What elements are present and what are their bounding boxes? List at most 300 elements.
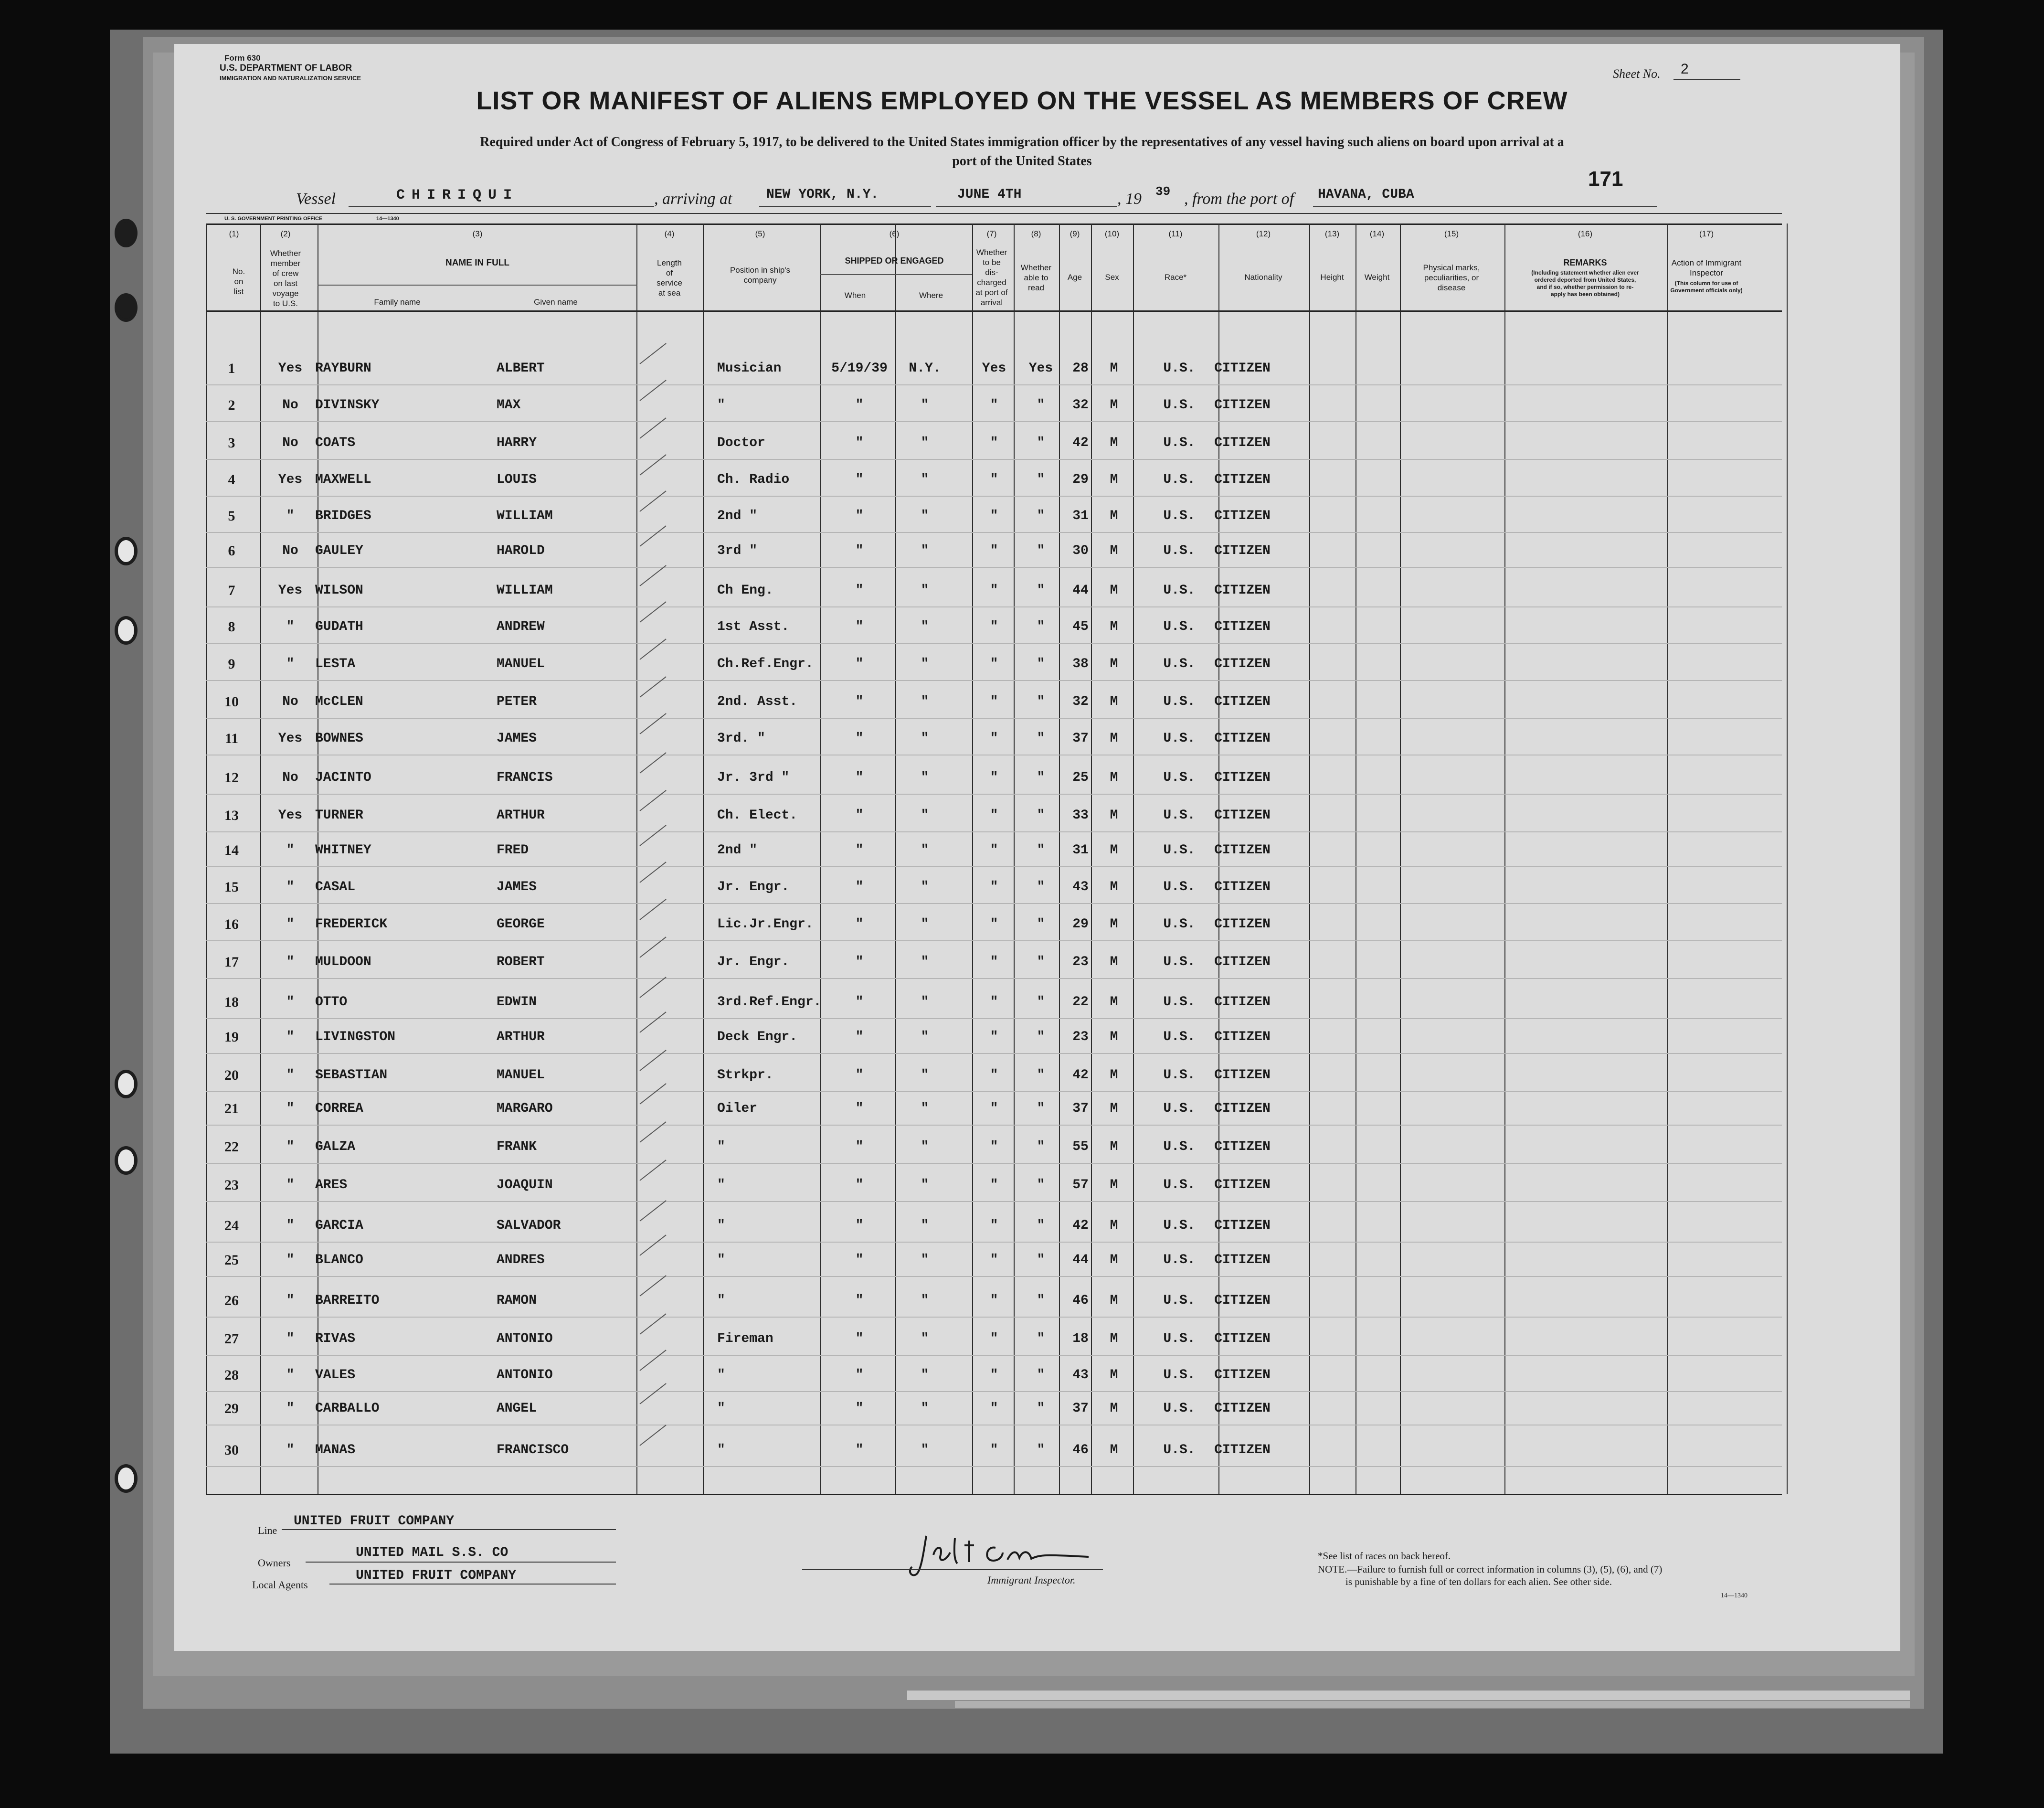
- given-name: ROBERT: [497, 955, 545, 969]
- row-rule: [206, 1125, 1782, 1126]
- race: U.S.: [1163, 398, 1196, 413]
- sex: M: [1110, 543, 1118, 558]
- age: 29: [1072, 917, 1089, 932]
- able-to-read: ": [1037, 1068, 1045, 1083]
- nationality: CITIZEN: [1214, 472, 1271, 487]
- column-number: (13): [1324, 229, 1340, 238]
- shipped-where: ": [921, 955, 929, 969]
- shipped-when: ": [855, 1443, 864, 1457]
- nationality: CITIZEN: [1214, 398, 1271, 413]
- column-header-no: No. on list: [232, 267, 245, 296]
- column-header-shipped: SHIPPED OR ENGAGED: [845, 256, 944, 266]
- row-number: 16: [224, 916, 239, 932]
- column-number: (12): [1256, 229, 1271, 238]
- row-rule: [206, 1317, 1782, 1318]
- last-voyage: ": [286, 1293, 295, 1308]
- given-name: PETER: [497, 694, 537, 709]
- form-title: LIST OR MANIFEST OF ALIENS EMPLOYED ON THE VESSEL AS MEMBERS OF CREW: [476, 86, 1568, 115]
- to-be-discharged: ": [990, 843, 998, 858]
- shipped-where: ": [921, 436, 929, 450]
- shipped-where: ": [921, 1401, 929, 1416]
- row-rule: [206, 643, 1782, 644]
- shipped-when: ": [855, 1101, 864, 1116]
- column-header-length-service: Length of service at sea: [657, 258, 682, 298]
- nationality: CITIZEN: [1214, 361, 1271, 376]
- nationality: CITIZEN: [1214, 1368, 1271, 1383]
- last-voyage: Yes: [278, 361, 303, 376]
- to-be-discharged: ": [990, 543, 998, 558]
- race: U.S.: [1163, 657, 1196, 671]
- last-voyage: ": [286, 657, 295, 671]
- able-to-read: ": [1037, 1030, 1045, 1044]
- row-number: 7: [228, 583, 235, 598]
- column-number: (1): [229, 229, 239, 238]
- row-rule: [206, 606, 1782, 607]
- able-to-read: ": [1037, 1443, 1045, 1457]
- port-underline: [1313, 206, 1657, 207]
- age: 33: [1072, 808, 1089, 823]
- given-name: FRANK: [497, 1139, 537, 1154]
- shipped-where: ": [921, 1331, 929, 1346]
- races-note: *See list of races on back hereof.: [1318, 1550, 1451, 1562]
- column-header-remarks: REMARKS: [1563, 258, 1607, 267]
- position: Jr. Engr.: [717, 880, 790, 894]
- nationality: CITIZEN: [1214, 1101, 1271, 1116]
- able-to-read: ": [1037, 436, 1045, 450]
- shipped-where: ": [921, 694, 929, 709]
- shipped-when: ": [855, 1331, 864, 1346]
- to-be-discharged: ": [990, 619, 998, 634]
- shipped-where: ": [921, 1253, 929, 1267]
- race: U.S.: [1163, 995, 1196, 1010]
- to-be-discharged: ": [990, 917, 998, 932]
- age: 28: [1072, 361, 1089, 376]
- row-number: 15: [224, 879, 239, 895]
- nationality: CITIZEN: [1214, 1068, 1271, 1083]
- sex: M: [1110, 657, 1118, 671]
- able-to-read: ": [1037, 808, 1045, 823]
- name-subheader-rule: [318, 285, 637, 286]
- race: U.S.: [1163, 436, 1196, 450]
- position: ": [717, 1253, 725, 1267]
- sex: M: [1110, 955, 1118, 969]
- sex: M: [1110, 1068, 1118, 1083]
- able-to-read: ": [1037, 472, 1045, 487]
- family-name: BLANCO: [315, 1253, 363, 1267]
- row-number: 3: [228, 435, 235, 451]
- row-number: 29: [224, 1401, 239, 1416]
- sheet-label: Sheet No.: [1613, 67, 1661, 81]
- shipped-where: ": [921, 1139, 929, 1154]
- last-voyage: ": [286, 619, 295, 634]
- nationality: CITIZEN: [1214, 1443, 1271, 1457]
- age: 37: [1072, 731, 1089, 746]
- age: 43: [1072, 880, 1089, 894]
- nationality: CITIZEN: [1214, 694, 1271, 709]
- subheader-when: When: [844, 291, 866, 300]
- sex: M: [1110, 694, 1118, 709]
- nationality: CITIZEN: [1214, 1293, 1271, 1308]
- column-number: (5): [755, 229, 765, 238]
- position: ": [717, 1178, 725, 1192]
- family-name: COATS: [315, 436, 356, 450]
- to-be-discharged: ": [990, 808, 998, 823]
- nationality: CITIZEN: [1214, 1253, 1271, 1267]
- race: U.S.: [1163, 1101, 1196, 1116]
- to-be-discharged: ": [990, 657, 998, 671]
- position: Ch. Radio: [717, 472, 790, 487]
- shipped-when: ": [855, 880, 864, 894]
- race: U.S.: [1163, 1030, 1196, 1044]
- sex: M: [1110, 770, 1118, 785]
- age: 44: [1072, 1253, 1089, 1267]
- age: 32: [1072, 398, 1089, 413]
- shipped-where: ": [921, 1443, 929, 1457]
- position: ": [717, 1368, 725, 1383]
- row-number: 1: [228, 361, 235, 376]
- last-voyage: Yes: [278, 583, 303, 598]
- punch-hole: [115, 1146, 138, 1175]
- row-rule: [206, 831, 1782, 832]
- shipped-when: ": [855, 436, 864, 450]
- nationality: CITIZEN: [1214, 995, 1271, 1010]
- family-name: WHITNEY: [315, 843, 371, 858]
- form-subtitle-2: port of the United States: [952, 154, 1092, 169]
- nationality: CITIZEN: [1214, 917, 1271, 932]
- to-be-discharged: ": [990, 880, 998, 894]
- position: Deck Engr.: [717, 1030, 798, 1044]
- given-name: HARRY: [497, 436, 537, 450]
- family-name: TURNER: [315, 808, 363, 823]
- given-name: MAX: [497, 398, 521, 413]
- row-number: 23: [224, 1177, 239, 1193]
- sex: M: [1110, 843, 1118, 858]
- sex: M: [1110, 808, 1118, 823]
- given-name: GEORGE: [497, 917, 545, 932]
- row-rule: [206, 1466, 1782, 1467]
- sex: M: [1110, 1331, 1118, 1346]
- to-be-discharged: Yes: [982, 361, 1006, 376]
- row-number: 13: [224, 808, 239, 823]
- last-voyage: ": [286, 1178, 295, 1192]
- row-number: 19: [224, 1029, 239, 1045]
- family-name: DIVINSKY: [315, 398, 380, 413]
- row-rule: [206, 1163, 1782, 1164]
- owners-label: Owners: [258, 1557, 291, 1569]
- given-name: ANGEL: [497, 1401, 537, 1416]
- given-name: ARTHUR: [497, 808, 545, 823]
- given-name: RAMON: [497, 1293, 537, 1308]
- family-name: WILSON: [315, 583, 363, 598]
- sex: M: [1110, 731, 1118, 746]
- to-be-discharged: ": [990, 731, 998, 746]
- shipped-where: N.Y.: [909, 361, 941, 376]
- column-rule: [1504, 223, 1505, 1494]
- shipped-when: 5/19/39: [831, 361, 888, 376]
- position: Musician: [717, 361, 782, 376]
- position: Fireman: [717, 1331, 773, 1346]
- last-voyage: ": [286, 1401, 295, 1416]
- punch-hole: [115, 219, 138, 247]
- row-number: 30: [224, 1442, 239, 1458]
- row-rule: [206, 1091, 1782, 1092]
- race: U.S.: [1163, 731, 1196, 746]
- last-voyage: ": [286, 1101, 295, 1116]
- row-number: 8: [228, 619, 235, 635]
- shipped-where: ": [921, 917, 929, 932]
- given-name: FRANCIS: [497, 770, 553, 785]
- last-voyage: No: [282, 770, 298, 785]
- column-header-position: Position in ship's company: [730, 266, 791, 285]
- column-rule: [1667, 223, 1668, 1494]
- age: 25: [1072, 770, 1089, 785]
- row-number: 6: [228, 543, 235, 559]
- row-number: 25: [224, 1252, 239, 1268]
- sex: M: [1110, 1139, 1118, 1154]
- shipped-where: ": [921, 583, 929, 598]
- column-rule: [703, 223, 704, 1494]
- sex: M: [1110, 361, 1118, 376]
- family-name: RIVAS: [315, 1331, 356, 1346]
- to-be-discharged: ": [990, 1139, 998, 1154]
- sex: M: [1110, 583, 1118, 598]
- shipped-when: ": [855, 1030, 864, 1044]
- able-to-read: ": [1037, 509, 1045, 523]
- family-name: CASAL: [315, 880, 356, 894]
- able-to-read: ": [1037, 1178, 1045, 1192]
- given-name: ANDREW: [497, 619, 545, 634]
- able-to-read: ": [1037, 1218, 1045, 1233]
- inspector-label: Immigrant Inspector.: [987, 1574, 1076, 1586]
- column-number: (15): [1444, 229, 1459, 238]
- family-name: VALES: [315, 1368, 356, 1383]
- row-number: 12: [224, 770, 239, 786]
- age: 57: [1072, 1178, 1089, 1192]
- shipped-where: ": [921, 1293, 929, 1308]
- position: Ch.Ref.Engr.: [717, 657, 814, 671]
- family-name: JACINTO: [315, 770, 371, 785]
- given-name: MARGARO: [497, 1101, 553, 1116]
- to-be-discharged: ": [990, 1331, 998, 1346]
- able-to-read: ": [1037, 619, 1045, 634]
- given-name: LOUIS: [497, 472, 537, 487]
- shipped-where: ": [921, 731, 929, 746]
- family-name: MANAS: [315, 1443, 356, 1457]
- age: 23: [1072, 1030, 1089, 1044]
- family-name: LESTA: [315, 657, 356, 671]
- row-rule: [206, 718, 1782, 719]
- race: U.S.: [1163, 361, 1196, 376]
- form-subtitle-1: Required under Act of Congress of February 5, 1917, to be delivered to the United States immigration officer by the representatives of any vessel having such aliens on board upon arrival at a: [480, 135, 1564, 149]
- to-be-discharged: ": [990, 472, 998, 487]
- last-voyage: ": [286, 1368, 295, 1383]
- shipped-where: ": [921, 543, 929, 558]
- column-rule: [260, 223, 261, 1494]
- able-to-read: ": [1037, 1331, 1045, 1346]
- arrival-year: 39: [1155, 184, 1171, 199]
- row-rule: [206, 978, 1782, 979]
- position: Ch. Elect.: [717, 808, 798, 823]
- column-number: (11): [1168, 229, 1183, 238]
- sex: M: [1110, 472, 1118, 487]
- shipped-when: ": [855, 509, 864, 523]
- age: 44: [1072, 583, 1089, 598]
- last-voyage: No: [282, 398, 298, 413]
- row-number: 14: [224, 842, 239, 858]
- nationality: CITIZEN: [1214, 583, 1271, 598]
- age: 30: [1072, 543, 1089, 558]
- family-name: GALZA: [315, 1139, 356, 1154]
- subheader-family-name: Family name: [374, 298, 421, 307]
- vessel-underline: [349, 206, 654, 207]
- race: U.S.: [1163, 955, 1196, 969]
- sex: M: [1110, 880, 1118, 894]
- to-be-discharged: ": [990, 1101, 998, 1116]
- row-rule: [206, 940, 1782, 941]
- shipped-subheader-rule: [820, 274, 972, 275]
- to-be-discharged: ": [990, 1253, 998, 1267]
- row-rule: [206, 794, 1782, 795]
- position: 3rd ": [717, 543, 758, 558]
- sex: M: [1110, 619, 1118, 634]
- column-header-nationality: Nationality: [1244, 273, 1282, 282]
- column-rule: [1309, 223, 1310, 1494]
- family-name: GUDATH: [315, 619, 363, 634]
- family-name: GAULEY: [315, 543, 363, 558]
- last-voyage: No: [282, 436, 298, 450]
- position: Ch Eng.: [717, 583, 773, 598]
- last-voyage: ": [286, 509, 295, 523]
- sex: M: [1110, 1101, 1118, 1116]
- department: U.S. DEPARTMENT OF LABOR: [220, 63, 352, 73]
- sex: M: [1110, 398, 1118, 413]
- to-be-discharged: ": [990, 1030, 998, 1044]
- position: 1st Asst.: [717, 619, 790, 634]
- last-voyage: ": [286, 995, 295, 1010]
- nationality: CITIZEN: [1214, 843, 1271, 858]
- last-voyage: ": [286, 1068, 295, 1083]
- column-number: (4): [664, 229, 675, 238]
- last-voyage: ": [286, 955, 295, 969]
- shipped-when: ": [855, 808, 864, 823]
- family-name: BARREITO: [315, 1293, 380, 1308]
- to-be-discharged: ": [990, 509, 998, 523]
- row-number: 20: [224, 1067, 239, 1083]
- nationality: CITIZEN: [1214, 1178, 1271, 1192]
- shipped-when: ": [855, 694, 864, 709]
- given-name: MANUEL: [497, 657, 545, 671]
- shipped-where: ": [921, 1068, 929, 1083]
- race: U.S.: [1163, 1068, 1196, 1083]
- row-rule: [206, 1276, 1782, 1277]
- family-name: McCLEN: [315, 694, 363, 709]
- given-name: ARTHUR: [497, 1030, 545, 1044]
- shipped-where: ": [921, 770, 929, 785]
- able-to-read: ": [1037, 1101, 1045, 1116]
- sex: M: [1110, 995, 1118, 1010]
- given-name: ANDRES: [497, 1253, 545, 1267]
- family-name: RAYBURN: [315, 361, 371, 376]
- date-underline: [936, 206, 1117, 207]
- nationality: CITIZEN: [1214, 731, 1271, 746]
- row-number: 24: [224, 1218, 239, 1234]
- row-rule: [206, 903, 1782, 904]
- row-number: 21: [224, 1101, 239, 1117]
- age: 37: [1072, 1401, 1089, 1416]
- line-value: UNITED FRUIT COMPANY: [294, 1514, 455, 1529]
- column-number: (17): [1699, 229, 1714, 238]
- shipped-when: ": [855, 1368, 864, 1383]
- race: U.S.: [1163, 770, 1196, 785]
- position: ": [717, 1443, 725, 1457]
- last-voyage: Yes: [278, 808, 303, 823]
- race: U.S.: [1163, 543, 1196, 558]
- age: 46: [1072, 1293, 1089, 1308]
- column-number: (3): [472, 229, 483, 238]
- row-number: 28: [224, 1367, 239, 1383]
- owners-underline: [306, 1562, 616, 1563]
- to-be-discharged: ": [990, 995, 998, 1010]
- sheet-number: 2: [1681, 61, 1689, 77]
- race: U.S.: [1163, 880, 1196, 894]
- position: 2nd ": [717, 509, 758, 523]
- shipped-when: ": [855, 1401, 864, 1416]
- shipped-where: ": [921, 843, 929, 858]
- position: ": [717, 1401, 725, 1416]
- last-voyage: Yes: [278, 472, 303, 487]
- shipped-when: ": [855, 398, 864, 413]
- age: 18: [1072, 1331, 1089, 1346]
- race: U.S.: [1163, 694, 1196, 709]
- able-to-read: ": [1037, 770, 1045, 785]
- table-header-rule: [206, 310, 1782, 312]
- age: 55: [1072, 1139, 1089, 1154]
- sex: M: [1110, 509, 1118, 523]
- last-voyage: ": [286, 1139, 295, 1154]
- shipped-where: ": [921, 1178, 929, 1192]
- shipped-when: ": [855, 472, 864, 487]
- given-name: FRED: [497, 843, 529, 858]
- position: ": [717, 398, 725, 413]
- nationality: CITIZEN: [1214, 808, 1271, 823]
- race: U.S.: [1163, 472, 1196, 487]
- race: U.S.: [1163, 583, 1196, 598]
- column-header-last-voyage: Whether member of crew on last voyage to U.S.: [270, 249, 301, 308]
- age: 29: [1072, 472, 1089, 487]
- row-rule: [206, 567, 1782, 568]
- to-be-discharged: ": [990, 1178, 998, 1192]
- row-number: 11: [224, 731, 239, 746]
- sex: M: [1110, 1218, 1118, 1233]
- row-number: 17: [224, 954, 239, 970]
- position: ": [717, 1293, 725, 1308]
- form-number: Form 630: [224, 53, 261, 63]
- row-rule: [206, 866, 1782, 867]
- to-be-discharged: ": [990, 1401, 998, 1416]
- column-number: (14): [1369, 229, 1385, 238]
- nationality: CITIZEN: [1214, 1030, 1271, 1044]
- paper-edge: [907, 1691, 1910, 1700]
- given-name: JAMES: [497, 880, 537, 894]
- shipped-where: ": [921, 398, 929, 413]
- punch-hole: [115, 537, 138, 565]
- age: 31: [1072, 509, 1089, 523]
- last-voyage: Yes: [278, 731, 303, 746]
- column-header-action: Action of Immigrant Inspector: [1671, 258, 1742, 277]
- column-number: (10): [1104, 229, 1120, 238]
- race: U.S.: [1163, 1331, 1196, 1346]
- row-rule: [206, 1355, 1782, 1356]
